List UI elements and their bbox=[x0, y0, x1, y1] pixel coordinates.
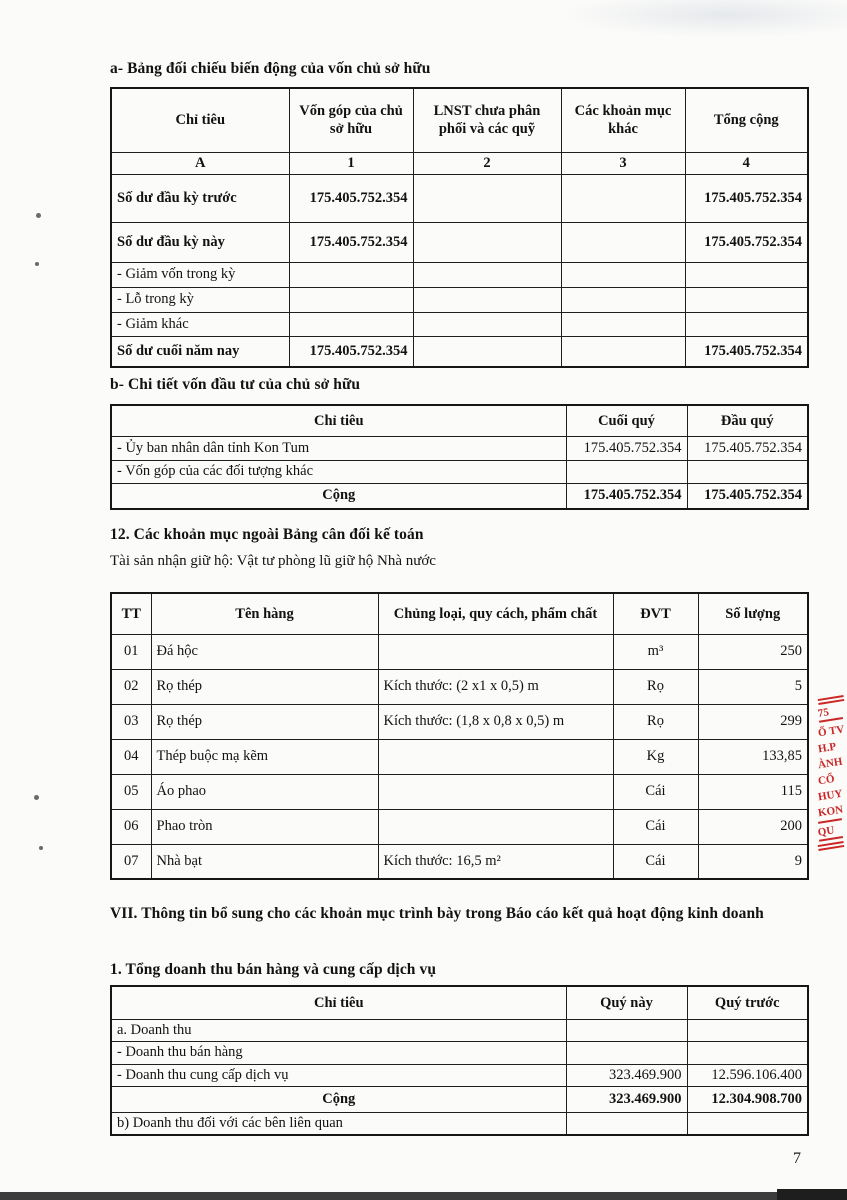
value-cell: 175.405.752.354 bbox=[289, 174, 413, 222]
index-cell: 3 bbox=[561, 152, 685, 174]
row-label-cell: - Doanh thu bán hàng bbox=[111, 1041, 566, 1064]
scan-smudge bbox=[560, 0, 847, 38]
table-row bbox=[111, 634, 808, 669]
index-cell: 03 bbox=[111, 704, 151, 739]
total-row bbox=[111, 1086, 808, 1112]
stamp-text-fragment: KON bbox=[817, 803, 844, 820]
total-value-cell: 175.405.752.354 bbox=[566, 483, 687, 509]
section-b-heading: b- Chi tiết vốn đầu tư của chủ sở hữu bbox=[110, 376, 361, 393]
table-header-row bbox=[111, 405, 808, 436]
value-cell bbox=[561, 312, 685, 336]
column-header: Số lượng bbox=[698, 593, 808, 634]
spec-cell: Kích thước: (1,8 x 0,8 x 0,5) m bbox=[378, 704, 613, 739]
column-header: TT bbox=[111, 593, 151, 634]
table-row bbox=[111, 1112, 808, 1135]
revenue-table bbox=[110, 985, 807, 1136]
value-cell bbox=[413, 222, 561, 262]
table-row bbox=[111, 1041, 808, 1064]
table-row bbox=[111, 739, 808, 774]
spec-cell bbox=[378, 634, 613, 669]
value-cell bbox=[561, 222, 685, 262]
value-cell bbox=[561, 174, 685, 222]
column-header: Tổng cộng bbox=[685, 88, 808, 152]
row-label-cell: - Giảm khác bbox=[111, 312, 289, 336]
unit-cell: Cái bbox=[613, 774, 698, 809]
table-row bbox=[111, 1019, 808, 1041]
row-label-cell: b) Doanh thu đối với các bên liên quan bbox=[111, 1112, 566, 1135]
value-cell: 175.405.752.354 bbox=[566, 436, 687, 460]
scan-speck bbox=[34, 795, 39, 800]
quantity-cell: 133,85 bbox=[698, 739, 808, 774]
off-balance-items-table bbox=[110, 592, 807, 880]
index-cell: 05 bbox=[111, 774, 151, 809]
value-cell bbox=[687, 1019, 808, 1041]
table-row bbox=[111, 844, 808, 879]
table-row bbox=[111, 312, 808, 336]
column-header: Vốn góp của chủ sở hữu bbox=[289, 88, 413, 152]
scan-speck bbox=[35, 262, 39, 266]
value-cell bbox=[566, 1041, 687, 1064]
total-row bbox=[111, 483, 808, 509]
quantity-cell: 5 bbox=[698, 669, 808, 704]
value-cell bbox=[289, 287, 413, 312]
table-row bbox=[111, 174, 808, 222]
value-cell bbox=[561, 262, 685, 287]
row-label-cell: - Giảm vốn trong kỳ bbox=[111, 262, 289, 287]
spec-cell bbox=[378, 739, 613, 774]
row-label-cell: - Doanh thu cung cấp dịch vụ bbox=[111, 1064, 566, 1086]
table-row bbox=[111, 262, 808, 287]
value-cell bbox=[413, 262, 561, 287]
value-cell: 175.405.752.354 bbox=[289, 336, 413, 367]
scan-edge-band-dark bbox=[777, 1189, 847, 1200]
section-12-heading: 12. Các khoản mục ngoài Bảng cân đối kế toán bbox=[110, 526, 424, 543]
total-value-cell: 12.304.908.700 bbox=[687, 1086, 808, 1112]
total-label-cell: Cộng bbox=[111, 483, 566, 509]
index-cell: 02 bbox=[111, 669, 151, 704]
spec-cell bbox=[378, 809, 613, 844]
stamp-text-fragment: H.P bbox=[817, 740, 837, 756]
index-cell: 2 bbox=[413, 152, 561, 174]
value-cell bbox=[289, 262, 413, 287]
table-row bbox=[111, 222, 808, 262]
column-header: Quý này bbox=[566, 986, 687, 1019]
column-header: Đầu quý bbox=[687, 405, 808, 436]
value-cell bbox=[687, 460, 808, 483]
quantity-cell: 250 bbox=[698, 634, 808, 669]
column-header: Chỉ tiêu bbox=[111, 986, 566, 1019]
total-value-cell: 175.405.752.354 bbox=[687, 483, 808, 509]
table-header-row bbox=[111, 593, 808, 634]
table-header-row bbox=[111, 986, 808, 1019]
value-cell: 175.405.752.354 bbox=[289, 222, 413, 262]
value-cell bbox=[289, 312, 413, 336]
row-label-cell: Số dư đầu kỳ trước bbox=[111, 174, 289, 222]
stamp-text-fragment: Ổ TV bbox=[817, 723, 846, 740]
value-cell: 175.405.752.354 bbox=[687, 436, 808, 460]
index-cell: 01 bbox=[111, 634, 151, 669]
spec-cell: Kích thước: (2 x1 x 0,5) m bbox=[378, 669, 613, 704]
item-name-cell: Phao tròn bbox=[151, 809, 378, 844]
quantity-cell: 9 bbox=[698, 844, 808, 879]
value-cell bbox=[561, 336, 685, 367]
stamp-text-fragment: QU bbox=[817, 823, 843, 842]
total-value-cell: 323.469.900 bbox=[566, 1086, 687, 1112]
value-cell bbox=[687, 1041, 808, 1064]
value-cell: 12.596.106.400 bbox=[687, 1064, 808, 1086]
value-cell bbox=[413, 174, 561, 222]
equity-movement-table bbox=[110, 87, 807, 368]
value-cell bbox=[687, 1112, 808, 1135]
quantity-cell: 200 bbox=[698, 809, 808, 844]
stamp-text-fragment: HUY bbox=[817, 787, 844, 804]
index-cell: 07 bbox=[111, 844, 151, 879]
column-header: Quý trước bbox=[687, 986, 808, 1019]
value-cell: 175.405.752.354 bbox=[685, 222, 808, 262]
unit-cell: Cái bbox=[613, 844, 698, 879]
spec-cell bbox=[378, 774, 613, 809]
stamp-text-fragment: CỔ bbox=[817, 772, 836, 788]
row-label-cell: - Ủy ban nhân dân tỉnh Kon Tum bbox=[111, 436, 566, 460]
value-cell bbox=[685, 312, 808, 336]
table-header-row bbox=[111, 88, 808, 152]
item-name-cell: Đá hộc bbox=[151, 634, 378, 669]
stamp-text-fragment: ÀNH bbox=[817, 755, 844, 772]
item-name-cell: Áo phao bbox=[151, 774, 378, 809]
scan-edge-band bbox=[0, 1192, 847, 1200]
value-cell bbox=[566, 1112, 687, 1135]
table-row bbox=[111, 669, 808, 704]
section-1-heading: 1. Tổng doanh thu bán hàng và cung cấp dịch vụ bbox=[110, 961, 437, 978]
unit-cell: Kg bbox=[613, 739, 698, 774]
total-label-cell: Cộng bbox=[111, 1086, 566, 1112]
value-cell bbox=[685, 287, 808, 312]
stamp-text-fragment: 75 bbox=[817, 704, 843, 723]
quantity-cell: 115 bbox=[698, 774, 808, 809]
index-cell: 4 bbox=[685, 152, 808, 174]
row-label-cell: Số dư đầu kỳ này bbox=[111, 222, 289, 262]
item-name-cell: Nhà bạt bbox=[151, 844, 378, 879]
owner-capital-table bbox=[110, 404, 807, 510]
value-cell bbox=[566, 1019, 687, 1041]
index-cell: 06 bbox=[111, 809, 151, 844]
column-header: Chỉ tiêu bbox=[111, 405, 566, 436]
value-cell bbox=[413, 312, 561, 336]
column-header: Cuối quý bbox=[566, 405, 687, 436]
item-name-cell: Rọ thép bbox=[151, 704, 378, 739]
value-cell bbox=[685, 262, 808, 287]
section-vii-heading: VII. Thông tin bổ sung cho các khoản mục trình bày trong Báo cáo kết quả hoạt động kinh doanh bbox=[110, 905, 764, 922]
column-header: Chỉ tiêu bbox=[111, 88, 289, 152]
column-header: Các khoản mục khác bbox=[561, 88, 685, 152]
page-number: 7 bbox=[793, 1150, 801, 1167]
item-name-cell: Rọ thép bbox=[151, 669, 378, 704]
table-row bbox=[111, 336, 808, 367]
value-cell: 175.405.752.354 bbox=[685, 174, 808, 222]
column-header: ĐVT bbox=[613, 593, 698, 634]
row-label-cell: - Lỗ trong kỳ bbox=[111, 287, 289, 312]
item-name-cell: Thép buộc mạ kẽm bbox=[151, 739, 378, 774]
column-header: Chủng loại, quy cách, phẩm chất bbox=[378, 593, 613, 634]
column-header: Tên hàng bbox=[151, 593, 378, 634]
quantity-cell: 299 bbox=[698, 704, 808, 739]
value-cell: 323.469.900 bbox=[566, 1064, 687, 1086]
stamp-rule bbox=[818, 841, 845, 851]
index-cell: 1 bbox=[289, 152, 413, 174]
value-cell bbox=[566, 460, 687, 483]
value-cell: 175.405.752.354 bbox=[685, 336, 808, 367]
row-label-cell: Số dư cuối năm nay bbox=[111, 336, 289, 367]
section-a-heading: a- Bảng đối chiếu biến động của vốn chủ sở hữu bbox=[110, 60, 431, 77]
scan-speck bbox=[36, 213, 41, 218]
red-stamp-edge bbox=[818, 697, 847, 849]
unit-cell: Rọ bbox=[613, 669, 698, 704]
table-row bbox=[111, 460, 808, 483]
index-cell: A bbox=[111, 152, 289, 174]
value-cell bbox=[413, 287, 561, 312]
value-cell bbox=[561, 287, 685, 312]
table-row bbox=[111, 704, 808, 739]
unit-cell: Cái bbox=[613, 809, 698, 844]
value-cell bbox=[413, 336, 561, 367]
index-cell: 04 bbox=[111, 739, 151, 774]
column-index-row bbox=[111, 152, 808, 174]
unit-cell: m³ bbox=[613, 634, 698, 669]
row-label-cell: a. Doanh thu bbox=[111, 1019, 566, 1041]
unit-cell: Rọ bbox=[613, 704, 698, 739]
section-12-subtitle: Tài sản nhận giữ hộ: Vật tư phòng lũ giữ hộ Nhà nước bbox=[110, 553, 436, 569]
table-row bbox=[111, 436, 808, 460]
table-row bbox=[111, 809, 808, 844]
table-row bbox=[111, 287, 808, 312]
table-row bbox=[111, 774, 808, 809]
spec-cell: Kích thước: 16,5 m² bbox=[378, 844, 613, 879]
column-header: LNST chưa phân phối và các quỹ bbox=[413, 88, 561, 152]
scan-speck bbox=[39, 846, 43, 850]
row-label-cell: - Vốn góp của các đối tượng khác bbox=[111, 460, 566, 483]
table-row bbox=[111, 1064, 808, 1086]
